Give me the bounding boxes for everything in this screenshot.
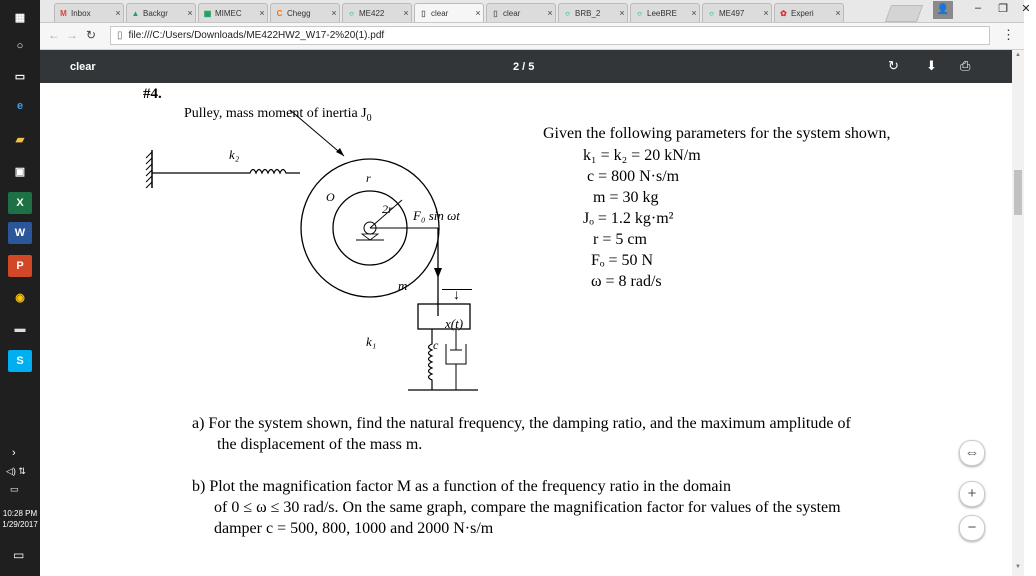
zoom-in-button[interactable]: + — [959, 481, 985, 507]
pulley-label-subscript: 0 — [366, 112, 372, 124]
part-b — [192, 476, 841, 539]
part-b-line-3: damper c = 500, 800, 1000 and 2000 N·s/m — [214, 520, 494, 537]
tab-label: Backgr — [143, 8, 168, 18]
force-label: F₀ sin ωt — [413, 208, 460, 223]
x-label: x(t) — [445, 316, 464, 331]
tab-favicon-icon: ▯ — [493, 8, 498, 18]
two-r-label: 2r — [382, 202, 393, 216]
browser-tab[interactable] — [558, 3, 628, 22]
browser-tab[interactable] — [630, 3, 700, 22]
file-explorer-icon[interactable]: ▰ — [8, 128, 32, 150]
pdf-page — [40, 83, 1012, 576]
tab-label: LeeBRE — [647, 8, 677, 18]
tab-label: Experi — [791, 8, 814, 18]
part-a-line-1: a) For the system shown, find the natural frequency, the damping ratio, and the maximum amplitude of — [192, 415, 851, 432]
given-parameter: ω = 8 rad/s — [591, 273, 662, 290]
skype-icon[interactable]: S — [8, 350, 32, 372]
drive-icon[interactable]: ▬ — [8, 318, 32, 340]
x-arrow-icon: ↓ — [453, 286, 460, 302]
print-icon[interactable]: ⎙ — [960, 58, 971, 73]
o-label: O — [326, 190, 335, 204]
tab-favicon-icon: ○ — [709, 8, 714, 18]
tab-favicon-icon: C — [276, 8, 283, 18]
close-window-icon[interactable]: ✕ — [1021, 3, 1031, 15]
powerpoint-icon[interactable]: P — [8, 255, 32, 277]
tab-favicon-icon: ○ — [565, 8, 570, 18]
fit-to-page-button[interactable]: ⇔ — [959, 440, 985, 466]
action-center-icon[interactable]: ▭ — [13, 548, 25, 562]
task-view-icon[interactable]: ▭ — [8, 65, 32, 87]
download-icon[interactable]: ⬇ — [926, 58, 937, 73]
given-parameter: c = 800 N·s/m — [587, 168, 680, 185]
browser-tab[interactable] — [270, 3, 340, 22]
tab-label: Inbox — [71, 8, 91, 18]
browser-tab[interactable] — [342, 3, 412, 22]
scroll-down-icon[interactable]: ▼ — [1015, 564, 1021, 570]
pulley-label-text: Pulley, mass moment of inertia J — [184, 106, 367, 121]
tab-close-icon[interactable]: × — [115, 8, 121, 18]
part-b-line-1: b) Plot the magnification factor M as a function of the frequency ratio in the domain — [192, 478, 731, 495]
clock-time: 10:28 PM — [2, 509, 38, 518]
new-tab-button[interactable] — [885, 5, 923, 22]
ground-hatch — [442, 283, 472, 290]
mass-label: m — [398, 278, 408, 293]
edge-icon[interactable]: e — [8, 95, 32, 117]
excel-icon[interactable]: X — [8, 192, 32, 214]
system-diagram — [140, 138, 440, 398]
browser-tab[interactable] — [702, 3, 772, 22]
browser-tab[interactable] — [54, 3, 124, 22]
forward-icon[interactable]: → — [66, 28, 78, 42]
tab-favicon-icon: ▦ — [203, 8, 212, 18]
part-a-line-2: the displacement of the mass m. — [217, 436, 423, 453]
tab-favicon-icon: ○ — [637, 8, 642, 18]
tab-close-icon[interactable]: × — [835, 8, 841, 18]
store-icon[interactable]: ▣ — [8, 160, 32, 182]
tab-close-icon[interactable]: × — [691, 8, 697, 18]
tab-label: clear — [503, 8, 521, 18]
reload-icon[interactable]: ↻ — [86, 28, 97, 42]
tab-close-icon[interactable]: × — [619, 8, 625, 18]
clock-date: 1/29/2017 — [2, 520, 38, 529]
address-bar — [40, 23, 1024, 50]
c-label: c — [433, 338, 439, 352]
r-label: r — [366, 171, 371, 185]
page-scrollbar[interactable] — [1012, 50, 1024, 576]
tab-label: clear — [431, 8, 449, 18]
pdf-title: clear — [70, 61, 96, 73]
minimize-icon[interactable]: – — [974, 2, 982, 14]
scroll-thumb[interactable] — [1014, 170, 1022, 215]
zoom-out-button[interactable]: − — [959, 515, 985, 541]
tab-label: Chegg — [287, 8, 311, 18]
omnibox[interactable] — [110, 26, 990, 45]
tab-favicon-icon: ▲ — [131, 8, 140, 18]
tab-label: ME497 — [719, 8, 745, 18]
tab-close-icon[interactable]: × — [259, 8, 265, 18]
given-parameter: r = 5 cm — [593, 231, 647, 248]
problem-number: #4. — [143, 86, 162, 102]
given-title: Given the following parameters for the system shown, — [543, 125, 891, 142]
file-icon: ▯ — [117, 30, 123, 41]
word-icon[interactable]: W — [8, 222, 32, 244]
rotate-icon[interactable]: ↻ — [888, 58, 899, 73]
k1-label: k₁ — [366, 334, 377, 349]
chevron-up-icon[interactable]: › — [12, 447, 16, 459]
browser-tab[interactable] — [414, 3, 484, 22]
profile-icon[interactable]: 👤 — [933, 1, 953, 19]
given-parameter: Jₒ = 1.2 kg·m² — [583, 210, 674, 227]
tab-close-icon[interactable]: × — [403, 8, 409, 18]
part-b-line-2: of 0 ≤ ω ≤ 30 rad/s. On the same graph, compare the magnification factor for values of the system — [214, 499, 841, 516]
part-a — [192, 413, 851, 455]
taskbar-clock[interactable] — [0, 508, 40, 530]
back-icon[interactable]: ← — [48, 28, 60, 42]
tab-favicon-icon: M — [60, 8, 67, 18]
tab-label: MIMEC — [215, 8, 242, 18]
tab-label: ME422 — [359, 8, 385, 18]
given-parameter: k₁ = k₂ = 20 kN/m — [583, 147, 701, 164]
volume-icon[interactable]: ◁) ⇅ — [6, 466, 26, 476]
tab-label: BRB_2 — [575, 8, 601, 18]
given-parameter: m = 30 kg — [593, 189, 659, 206]
tab-close-icon[interactable]: × — [187, 8, 193, 18]
pdf-toolbar — [40, 50, 1012, 83]
scroll-up-icon[interactable]: ▲ — [1015, 52, 1021, 58]
battery-icon[interactable]: ▭ — [10, 484, 19, 494]
pulley-label — [184, 106, 372, 124]
windows-start-icon[interactable]: ▦ — [8, 6, 32, 28]
tab-favicon-icon: ✿ — [780, 8, 787, 18]
chrome-menu-icon[interactable]: ⋮ — [1002, 27, 1015, 42]
windows-taskbar — [0, 0, 40, 576]
given-parameter: Fₒ = 50 N — [591, 252, 654, 269]
tab-favicon-icon: ▯ — [421, 8, 426, 18]
browser-tab[interactable] — [198, 3, 268, 22]
tab-favicon-icon: ○ — [349, 8, 354, 18]
tab-close-icon[interactable]: × — [547, 8, 553, 18]
tab-close-icon[interactable]: × — [763, 8, 769, 18]
browser-tab[interactable] — [486, 3, 556, 22]
browser-tab[interactable] — [774, 3, 844, 22]
pdf-page-indicator[interactable]: 2 / 5 — [513, 61, 535, 73]
cortana-icon[interactable]: ○ — [8, 35, 32, 57]
url-text: file:///C:/Users/Downloads/ME422HW2_W17-2%20(1).pdf — [128, 30, 385, 41]
chrome-icon[interactable]: ◉ — [8, 286, 32, 308]
k2-label: k₂ — [229, 147, 240, 162]
browser-tab[interactable] — [126, 3, 196, 22]
tab-close-icon[interactable]: × — [475, 8, 481, 18]
tab-close-icon[interactable]: × — [331, 8, 337, 18]
restore-icon[interactable]: ❐ — [998, 3, 1008, 15]
browser-tab-strip — [40, 0, 1031, 23]
